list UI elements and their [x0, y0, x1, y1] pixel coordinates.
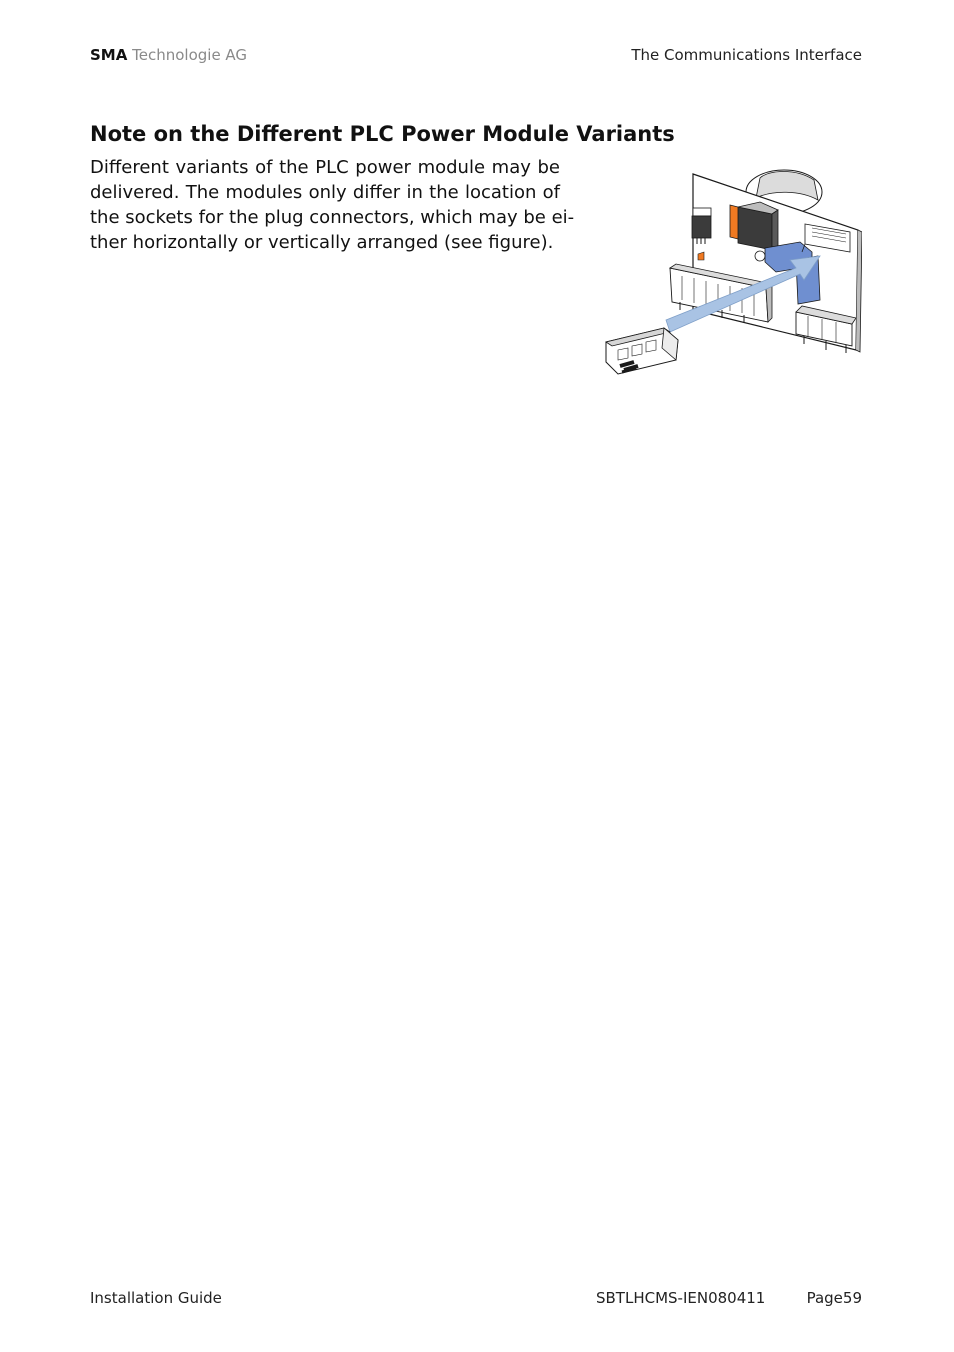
- company-name: Technologie AG: [132, 46, 248, 64]
- paragraph-line-3: the sockets for the plug connectors, which may be ei-: [90, 207, 575, 228]
- paragraph-line-2: delivered. The modules only differ in the location of: [90, 182, 560, 203]
- footer-page-number: Page59: [806, 1289, 862, 1307]
- footer-document-code: SBTLHCMS-IEN080411: [596, 1289, 766, 1307]
- plc-power-module-figure: [600, 160, 862, 386]
- footer-document-type: Installation Guide: [90, 1289, 222, 1307]
- paragraph-line-4: ther horizontally or vertically arranged (see figure).: [90, 232, 554, 253]
- chapter-title: The Communications Interface: [631, 46, 862, 64]
- section-paragraph: [90, 155, 575, 255]
- section-title: Note on the Different PLC Power Module Variants: [90, 122, 675, 146]
- brand-name: SMA: [90, 46, 128, 64]
- loose-plug-connector: [606, 328, 678, 374]
- page-header-left: [90, 45, 247, 65]
- paragraph-line-1: Different variants of the PLC power module may be: [90, 157, 560, 178]
